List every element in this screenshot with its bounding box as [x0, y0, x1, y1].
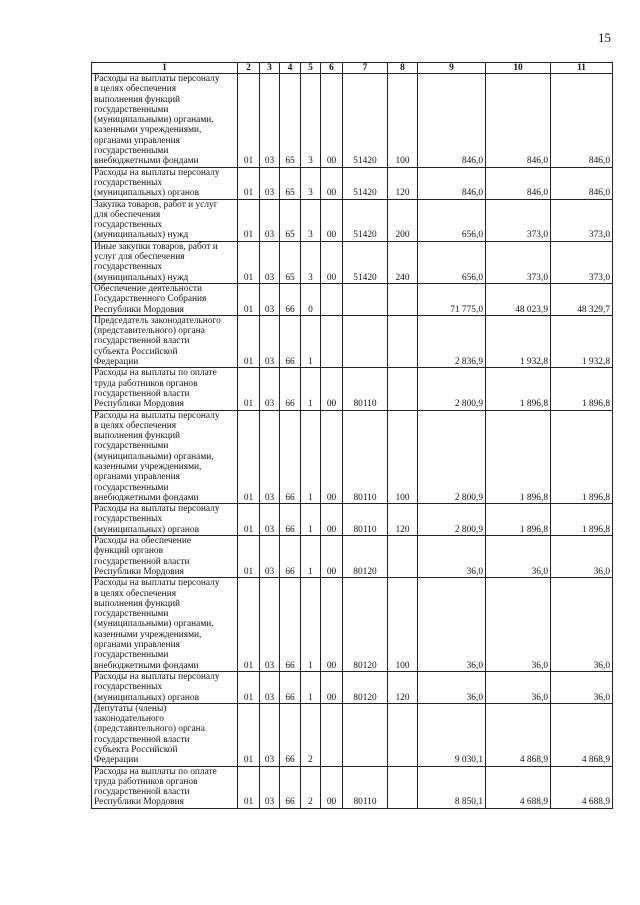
code-cell: 3	[301, 74, 321, 168]
amount-cell: 4 868,9	[486, 703, 551, 766]
code-cell: 3	[301, 167, 321, 199]
column-header: 5	[301, 63, 321, 74]
table-row	[92, 315, 613, 367]
code-cell: 1	[301, 536, 321, 578]
code-cell: 00	[321, 410, 343, 504]
code-cell: 3	[301, 241, 321, 283]
amount-cell: 36,0	[551, 671, 613, 703]
code-cell: 65	[280, 167, 301, 199]
code-cell: 120	[388, 504, 418, 536]
code-cell	[321, 283, 343, 315]
column-header: 4	[280, 63, 301, 74]
row-description: Расходы на выплаты персоналу в целях обеспечения выполнения функций государственными (муниципальными) органами, казенными учреждениями, органами управления государственными внебюджетными фондами	[92, 578, 238, 672]
code-cell: 66	[280, 283, 301, 315]
code-cell	[388, 368, 418, 410]
code-cell: 80110	[343, 504, 388, 536]
row-description: Председатель законодательного (представительного) органа государственной власти субъекта Российской Федерации	[92, 315, 238, 367]
amount-cell: 36,0	[418, 536, 486, 578]
row-description: Расходы на выплаты персоналу в целях обеспечения выполнения функций государственными (муниципальными) органами, казенными учреждениями, органами управления государственными внебюджетными фондами	[92, 74, 238, 168]
code-cell: 51420	[343, 199, 388, 241]
code-cell: 00	[321, 536, 343, 578]
amount-cell: 36,0	[551, 578, 613, 672]
amount-cell: 2 836,9	[418, 315, 486, 367]
code-cell: 80120	[343, 671, 388, 703]
amount-cell: 846,0	[486, 74, 551, 168]
amount-cell: 656,0	[418, 241, 486, 283]
table-row	[92, 283, 613, 315]
amount-cell: 846,0	[418, 74, 486, 168]
code-cell: 1	[301, 368, 321, 410]
code-cell: 00	[321, 199, 343, 241]
amount-cell: 1 896,8	[551, 368, 613, 410]
code-cell: 1	[301, 504, 321, 536]
page-number: 15	[598, 30, 611, 45]
table-row	[92, 410, 613, 504]
code-cell: 03	[260, 199, 280, 241]
code-cell: 51420	[343, 167, 388, 199]
code-cell: 65	[280, 241, 301, 283]
code-cell	[321, 315, 343, 367]
column-header: 1	[92, 63, 238, 74]
row-description: Расходы на выплаты по оплате труда работников органов государственной власти Республики Мордовия	[92, 368, 238, 410]
code-cell: 120	[388, 167, 418, 199]
code-cell: 01	[238, 368, 260, 410]
budget-table	[91, 62, 613, 809]
code-cell	[388, 283, 418, 315]
code-cell: 240	[388, 241, 418, 283]
code-cell	[321, 703, 343, 766]
amount-cell: 4 868,9	[551, 703, 613, 766]
amount-cell: 1 896,8	[486, 504, 551, 536]
code-cell: 01	[238, 703, 260, 766]
code-cell: 01	[238, 315, 260, 367]
table-row	[92, 74, 613, 168]
code-cell: 03	[260, 703, 280, 766]
code-cell: 2	[301, 703, 321, 766]
amount-cell: 36,0	[486, 536, 551, 578]
code-cell: 80110	[343, 766, 388, 808]
code-cell: 00	[321, 167, 343, 199]
code-cell: 01	[238, 74, 260, 168]
column-header: 6	[321, 63, 343, 74]
code-cell: 01	[238, 536, 260, 578]
amount-cell: 656,0	[418, 199, 486, 241]
code-cell: 03	[260, 536, 280, 578]
amount-cell: 9 030,1	[418, 703, 486, 766]
column-header: 10	[486, 63, 551, 74]
code-cell: 03	[260, 74, 280, 168]
code-cell: 01	[238, 167, 260, 199]
code-cell: 03	[260, 578, 280, 672]
amount-cell: 8 850,1	[418, 766, 486, 808]
row-description: Иные закупки товаров, работ и услуг для обеспечения государственных (муниципальных) нужд	[92, 241, 238, 283]
code-cell: 01	[238, 410, 260, 504]
amount-cell: 846,0	[551, 167, 613, 199]
code-cell: 200	[388, 199, 418, 241]
code-cell: 0	[301, 283, 321, 315]
table-row	[92, 536, 613, 578]
code-cell: 03	[260, 167, 280, 199]
amount-cell: 4 688,9	[551, 766, 613, 808]
code-cell: 66	[280, 671, 301, 703]
code-cell: 66	[280, 766, 301, 808]
code-cell	[343, 283, 388, 315]
code-cell: 03	[260, 504, 280, 536]
amount-cell: 36,0	[486, 671, 551, 703]
amount-cell: 1 932,8	[551, 315, 613, 367]
code-cell	[388, 315, 418, 367]
code-cell: 100	[388, 74, 418, 168]
amount-cell: 373,0	[551, 241, 613, 283]
code-cell: 00	[321, 74, 343, 168]
code-cell: 01	[238, 199, 260, 241]
amount-cell: 1 896,8	[486, 410, 551, 504]
amount-cell: 846,0	[486, 167, 551, 199]
code-cell: 00	[321, 578, 343, 672]
amount-cell: 2 800,9	[418, 368, 486, 410]
column-header: 2	[238, 63, 260, 74]
amount-cell: 846,0	[418, 167, 486, 199]
code-cell: 1	[301, 315, 321, 367]
code-cell: 66	[280, 578, 301, 672]
amount-cell: 36,0	[418, 671, 486, 703]
code-cell: 80110	[343, 368, 388, 410]
table-header-row	[92, 63, 613, 74]
table-row	[92, 703, 613, 766]
amount-cell: 4 688,9	[486, 766, 551, 808]
code-cell: 80120	[343, 578, 388, 672]
code-cell	[343, 315, 388, 367]
code-cell: 03	[260, 283, 280, 315]
row-description: Расходы на выплаты персоналу в целях обеспечения выполнения функций государственными (муниципальными) органами, казенными учреждениями, органами управления государственными внебюджетными фондами	[92, 410, 238, 504]
amount-cell: 846,0	[551, 74, 613, 168]
amount-cell: 1 896,8	[486, 368, 551, 410]
code-cell: 01	[238, 671, 260, 703]
amount-cell: 373,0	[551, 199, 613, 241]
table-row	[92, 671, 613, 703]
amount-cell: 1 896,8	[551, 504, 613, 536]
amount-cell: 2 800,9	[418, 410, 486, 504]
code-cell: 1	[301, 578, 321, 672]
code-cell: 66	[280, 703, 301, 766]
table-body	[92, 74, 613, 809]
code-cell: 03	[260, 671, 280, 703]
row-description: Обеспечение деятельности Государственного Собрания Республики Мордовия	[92, 283, 238, 315]
code-cell: 00	[321, 241, 343, 283]
code-cell: 01	[238, 241, 260, 283]
amount-cell: 48 023,9	[486, 283, 551, 315]
column-header: 3	[260, 63, 280, 74]
table-row	[92, 504, 613, 536]
table-row	[92, 368, 613, 410]
row-description: Расходы на выплаты персоналу государственных (муниципальных) органов	[92, 167, 238, 199]
amount-cell: 373,0	[486, 199, 551, 241]
code-cell: 120	[388, 671, 418, 703]
column-header: 7	[343, 63, 388, 74]
amount-cell: 2 800,9	[418, 504, 486, 536]
code-cell: 03	[260, 410, 280, 504]
code-cell	[388, 536, 418, 578]
code-cell: 01	[238, 283, 260, 315]
code-cell: 66	[280, 410, 301, 504]
code-cell	[388, 703, 418, 766]
code-cell: 100	[388, 410, 418, 504]
code-cell: 80120	[343, 536, 388, 578]
code-cell: 66	[280, 368, 301, 410]
code-cell: 03	[260, 315, 280, 367]
code-cell: 03	[260, 766, 280, 808]
amount-cell: 1 932,8	[486, 315, 551, 367]
table-row	[92, 766, 613, 808]
code-cell: 65	[280, 74, 301, 168]
code-cell: 80110	[343, 410, 388, 504]
row-description: Депутаты (члены) законодательного (представительного) органа государственной власти субъекта Российской Федерации	[92, 703, 238, 766]
code-cell: 00	[321, 504, 343, 536]
code-cell: 1	[301, 671, 321, 703]
amount-cell: 1 896,8	[551, 410, 613, 504]
amount-cell: 71 775,0	[418, 283, 486, 315]
code-cell: 01	[238, 578, 260, 672]
code-cell: 00	[321, 671, 343, 703]
code-cell	[343, 703, 388, 766]
code-cell	[388, 766, 418, 808]
code-cell: 00	[321, 766, 343, 808]
code-cell: 3	[301, 199, 321, 241]
amount-cell: 48 329,7	[551, 283, 613, 315]
column-header: 8	[388, 63, 418, 74]
amount-cell: 36,0	[551, 536, 613, 578]
column-header: 11	[551, 63, 613, 74]
code-cell: 66	[280, 536, 301, 578]
code-cell: 1	[301, 410, 321, 504]
row-description: Расходы на выплаты персоналу государственных (муниципальных) органов	[92, 671, 238, 703]
code-cell: 51420	[343, 241, 388, 283]
table-row	[92, 167, 613, 199]
code-cell: 65	[280, 199, 301, 241]
row-description: Закупка товаров, работ и услуг для обеспечения государственных (муниципальных) нужд	[92, 199, 238, 241]
table-row	[92, 241, 613, 283]
table-row	[92, 578, 613, 672]
code-cell: 100	[388, 578, 418, 672]
column-header: 9	[418, 63, 486, 74]
amount-cell: 36,0	[486, 578, 551, 672]
code-cell: 2	[301, 766, 321, 808]
code-cell: 00	[321, 368, 343, 410]
code-cell: 51420	[343, 74, 388, 168]
code-cell: 66	[280, 504, 301, 536]
row-description: Расходы на выплаты персоналу государственных (муниципальных) органов	[92, 504, 238, 536]
code-cell: 03	[260, 368, 280, 410]
amount-cell: 36,0	[418, 578, 486, 672]
table-row	[92, 199, 613, 241]
row-description: Расходы на выплаты по оплате труда работников органов государственной власти Республики Мордовия	[92, 766, 238, 808]
code-cell: 01	[238, 504, 260, 536]
amount-cell: 373,0	[486, 241, 551, 283]
code-cell: 01	[238, 766, 260, 808]
code-cell: 66	[280, 315, 301, 367]
row-description: Расходы на обеспечение функций органов государственной власти Республики Мордовия	[92, 536, 238, 578]
code-cell: 03	[260, 241, 280, 283]
